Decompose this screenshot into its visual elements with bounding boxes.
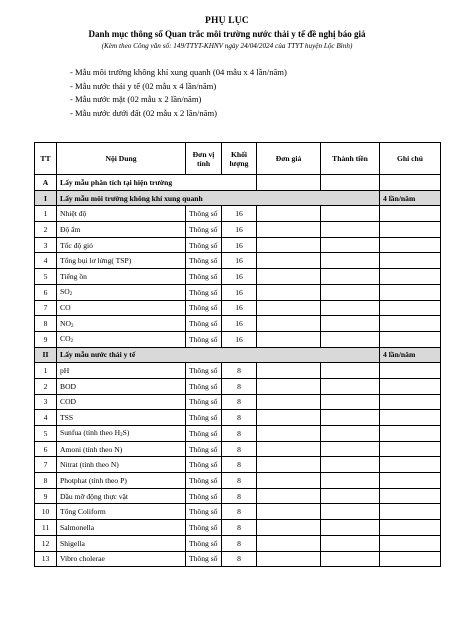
table-row [35, 363, 441, 379]
row-unit: Thông số [186, 426, 222, 442]
row-price [257, 284, 321, 300]
row-note [380, 488, 441, 504]
row-amount [321, 363, 380, 379]
table-row [35, 426, 441, 442]
col-header-qty: Khối lượng [222, 143, 257, 175]
document-title: PHỤ LỤC [205, 16, 249, 26]
parameter-name-text: Vibro cholerae [60, 554, 105, 564]
row-tt: 1 [35, 206, 57, 222]
row-amount [321, 269, 380, 285]
row-price [257, 237, 321, 253]
row-price [257, 316, 321, 332]
row-unit: Thông số [186, 473, 222, 489]
row-amount [321, 535, 380, 551]
parameter-subscript: 2 [120, 433, 123, 439]
row-note [380, 426, 441, 442]
row-price [257, 520, 321, 536]
parameter-name-text: BOD [60, 381, 77, 391]
group-row [35, 190, 441, 206]
parameter-name-text: NO [60, 318, 71, 328]
table-row [35, 237, 441, 253]
row-amount [321, 394, 380, 410]
row-unit: Thông số [186, 457, 222, 473]
table-row [35, 457, 441, 473]
parameter-name-text: Độ ẩm [60, 224, 81, 234]
parameter-name [57, 300, 186, 316]
parameter-name [57, 535, 186, 551]
table-row [35, 222, 441, 238]
row-tt: 8 [35, 316, 57, 332]
row-unit: Thông số [186, 331, 222, 347]
parameter-name [57, 488, 186, 504]
row-price [257, 410, 321, 426]
row-price [257, 331, 321, 347]
parameter-name-text: TSS [60, 413, 74, 423]
parameter-name-text: pH [60, 366, 70, 376]
row-tt: 6 [35, 441, 57, 457]
row-qty: 8 [222, 394, 257, 410]
group-tt: I [35, 190, 57, 206]
table-row [35, 504, 441, 520]
table-row [35, 284, 441, 300]
row-note [380, 457, 441, 473]
parameter-name-text: Nhiệt độ [60, 209, 87, 219]
row-note [380, 394, 441, 410]
table-row [35, 378, 441, 394]
row-tt: 6 [35, 284, 57, 300]
row-qty: 16 [222, 284, 257, 300]
parameter-table [34, 142, 441, 567]
row-qty: 16 [222, 206, 257, 222]
row-unit: Thông số [186, 394, 222, 410]
parameter-name-text: Tổng Coliform [60, 507, 106, 517]
row-qty: 8 [222, 504, 257, 520]
parameter-name [57, 426, 186, 442]
group-label: Lấy mẫu môi trường không khí xung quanh [57, 190, 380, 206]
row-amount [321, 441, 380, 457]
row-tt: 5 [35, 426, 57, 442]
row-note [380, 253, 441, 269]
row-tt: 13 [35, 551, 57, 567]
row-qty: 8 [222, 551, 257, 567]
parameter-name-text: Shigella [60, 538, 85, 548]
table-row [35, 535, 441, 551]
row-amount [321, 488, 380, 504]
parameter-name-text: Tiếng ồn [60, 271, 87, 281]
table-row [35, 206, 441, 222]
row-qty: 16 [222, 222, 257, 238]
row-tt: 8 [35, 473, 57, 489]
table-row [35, 441, 441, 457]
col-header-amount: Thành tiền [321, 143, 380, 175]
row-unit: Thông số [186, 363, 222, 379]
row-tt: 9 [35, 331, 57, 347]
row-amount [321, 331, 380, 347]
parameter-name-text: Photphat (tính theo P) [60, 475, 127, 485]
parameter-subscript: 2 [69, 292, 73, 298]
row-note [380, 520, 441, 536]
parameter-name [57, 269, 186, 285]
row-qty: 16 [222, 237, 257, 253]
table-row [35, 473, 441, 489]
row-amount [321, 284, 380, 300]
row-tt: 11 [35, 520, 57, 536]
parameter-name-tail: S) [122, 428, 130, 438]
row-note [380, 300, 441, 316]
row-unit: Thông số [186, 284, 222, 300]
section-row [35, 175, 441, 191]
sample-item: - Mẫu nước dưới đất (02 mẫu x 2 lần/năm) [70, 107, 218, 118]
group-row [35, 347, 441, 363]
row-note [380, 535, 441, 551]
row-unit: Thông số [186, 316, 222, 332]
col-header-unit: Đơn vị tính [186, 143, 222, 175]
group-label: Lấy mẫu nước thải y tế [57, 347, 380, 363]
row-amount [321, 504, 380, 520]
row-amount [321, 551, 380, 567]
row-tt: 7 [35, 300, 57, 316]
document-subtitle: Danh mục thông số Quan trắc môi trường nước thải y tế đề nghị báo giá [88, 29, 366, 39]
row-price [257, 363, 321, 379]
section-label: Lấy mẫu phân tích tại hiện trường [57, 175, 257, 191]
row-tt: 9 [35, 488, 57, 504]
parameter-name-text: COD [60, 397, 77, 407]
row-qty: 16 [222, 253, 257, 269]
parameter-name-text: Amoni (tính theo N) [60, 444, 123, 454]
row-qty: 16 [222, 300, 257, 316]
sample-item: - Mẫu nước thải y tế (02 mẫu x 4 lần/năm) [70, 80, 217, 91]
row-tt: 12 [35, 535, 57, 551]
row-note [380, 441, 441, 457]
row-note [380, 363, 441, 379]
row-note [380, 222, 441, 238]
parameter-name [57, 253, 186, 269]
parameter-name-text: Tốc độ gió [60, 240, 93, 250]
parameter-name [57, 441, 186, 457]
row-unit: Thông số [186, 504, 222, 520]
parameter-name [57, 363, 186, 379]
table-row [35, 300, 441, 316]
col-header-content: Nội Dung [57, 143, 186, 175]
row-qty: 8 [222, 378, 257, 394]
sample-list [70, 66, 287, 120]
group-note: 4 lần/năm [380, 190, 441, 206]
parameter-name-text: CO [60, 303, 71, 313]
row-amount [321, 237, 380, 253]
row-note [380, 269, 441, 285]
row-price [257, 504, 321, 520]
parameter-name [57, 284, 186, 300]
col-header-tt: TT [35, 143, 57, 175]
row-qty: 8 [222, 520, 257, 536]
parameter-name [57, 316, 186, 332]
parameter-name [57, 237, 186, 253]
parameter-name [57, 331, 186, 347]
row-amount [321, 473, 380, 489]
row-note [380, 331, 441, 347]
row-tt: 3 [35, 237, 57, 253]
table-row [35, 316, 441, 332]
row-qty: 8 [222, 473, 257, 489]
row-qty: 8 [222, 535, 257, 551]
row-price [257, 222, 321, 238]
row-tt: 10 [35, 504, 57, 520]
empty-cell [380, 175, 441, 191]
row-amount [321, 410, 380, 426]
row-unit: Thông số [186, 520, 222, 536]
table-row [35, 269, 441, 285]
row-price [257, 473, 321, 489]
row-unit: Thông số [186, 535, 222, 551]
row-price [257, 551, 321, 567]
row-note [380, 237, 441, 253]
parameter-name-text: Salmonella [60, 522, 95, 532]
row-unit: Thông số [186, 441, 222, 457]
row-amount [321, 253, 380, 269]
row-note [380, 410, 441, 426]
section-tt: A [35, 175, 57, 191]
row-price [257, 269, 321, 285]
row-qty: 8 [222, 410, 257, 426]
row-price [257, 300, 321, 316]
table-header-row [35, 143, 441, 175]
row-tt: 3 [35, 394, 57, 410]
parameter-name [57, 520, 186, 536]
row-amount [321, 426, 380, 442]
row-unit: Thông số [186, 253, 222, 269]
parameter-name-text: Dầu mỡ động thực vật [60, 491, 129, 501]
table-row [35, 520, 441, 536]
row-amount [321, 378, 380, 394]
row-unit: Thông số [186, 269, 222, 285]
parameter-name [57, 394, 186, 410]
table-row [35, 253, 441, 269]
table-row [35, 394, 441, 410]
row-price [257, 535, 321, 551]
parameter-name [57, 206, 186, 222]
row-tt: 4 [35, 410, 57, 426]
row-qty: 8 [222, 488, 257, 504]
empty-cell [257, 175, 321, 191]
group-note: 4 lần/năm [380, 347, 441, 363]
parameter-name [57, 473, 186, 489]
row-qty: 16 [222, 269, 257, 285]
group-tt: II [35, 347, 57, 363]
row-tt: 2 [35, 378, 57, 394]
row-unit: Thông số [186, 551, 222, 567]
sample-item: - Mẫu nước mặt (02 mẫu x 2 lần/năm) [70, 94, 202, 104]
row-amount [321, 300, 380, 316]
parameter-name [57, 410, 186, 426]
row-qty: 8 [222, 457, 257, 473]
table-row [35, 331, 441, 347]
row-price [257, 441, 321, 457]
row-unit: Thông số [186, 300, 222, 316]
row-unit: Thông số [186, 206, 222, 222]
parameter-name [57, 551, 186, 567]
row-note [380, 378, 441, 394]
row-note [380, 473, 441, 489]
row-qty: 16 [222, 331, 257, 347]
row-note [380, 284, 441, 300]
row-qty: 8 [222, 363, 257, 379]
parameter-subscript: 2 [70, 339, 74, 345]
sample-item: - Mẫu môi trường không khí xung quanh (04 mẫu x 4 lần/năm) [70, 67, 287, 77]
row-price [257, 488, 321, 504]
parameter-name-text: Tổng bụi lơ lửng( TSP) [60, 256, 132, 266]
row-amount [321, 520, 380, 536]
row-unit: Thông số [186, 488, 222, 504]
row-qty: 8 [222, 441, 257, 457]
row-amount [321, 316, 380, 332]
parameter-name [57, 504, 186, 520]
table-row [35, 551, 441, 567]
document-note: (Kèm theo Công văn số: 149/TTYT-KHNV ngày 24/04/2024 của TTYT huyện Lộc Bình) [101, 42, 353, 50]
parameter-name [57, 457, 186, 473]
col-header-note: Ghi chú [380, 143, 441, 175]
parameter-subscript: 2 [70, 323, 74, 329]
row-note [380, 206, 441, 222]
row-unit: Thông số [186, 410, 222, 426]
parameter-name-text: Nitrat (tính theo N) [60, 460, 119, 470]
row-note [380, 316, 441, 332]
row-amount [321, 206, 380, 222]
table-row [35, 488, 441, 504]
row-amount [321, 457, 380, 473]
parameter-name-text: Sunfua (tính theo H [60, 428, 121, 438]
row-price [257, 394, 321, 410]
row-qty: 16 [222, 316, 257, 332]
row-tt: 5 [35, 269, 57, 285]
row-tt: 1 [35, 363, 57, 379]
row-price [257, 426, 321, 442]
row-unit: Thông số [186, 378, 222, 394]
parameter-name [57, 378, 186, 394]
parameter-name-text: SO [60, 287, 70, 297]
row-unit: Thông số [186, 237, 222, 253]
parameter-name-text: CO [60, 334, 71, 344]
col-header-price: Đơn giá [257, 143, 321, 175]
row-price [257, 253, 321, 269]
empty-cell [321, 175, 380, 191]
row-price [257, 457, 321, 473]
parameter-name [57, 222, 186, 238]
row-amount [321, 222, 380, 238]
row-note [380, 504, 441, 520]
row-price [257, 378, 321, 394]
row-note [380, 551, 441, 567]
row-qty: 8 [222, 426, 257, 442]
row-unit: Thông số [186, 222, 222, 238]
row-price [257, 206, 321, 222]
table-row [35, 410, 441, 426]
row-tt: 2 [35, 222, 57, 238]
row-tt: 7 [35, 457, 57, 473]
row-tt: 4 [35, 253, 57, 269]
